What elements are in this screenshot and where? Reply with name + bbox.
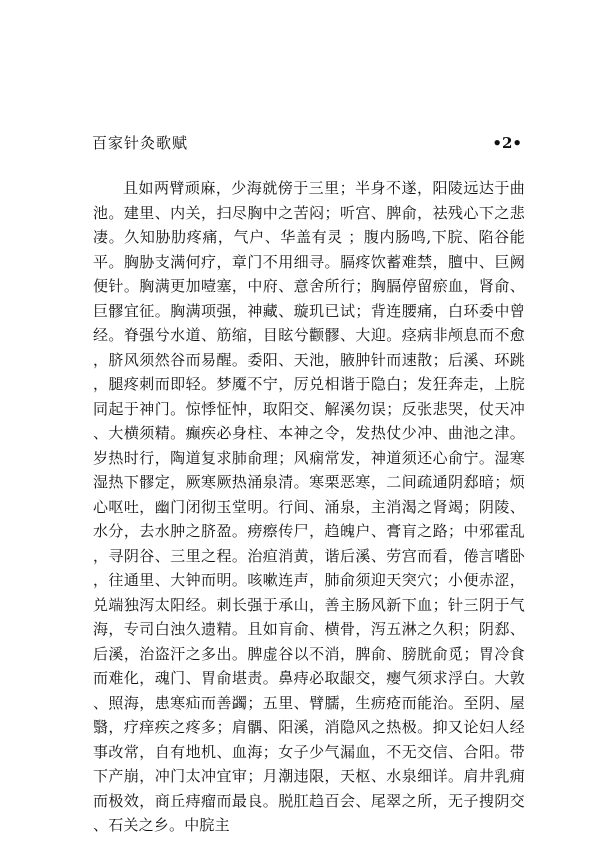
body-paragraph: 且如两臂顽麻，少海就傍于三里；半身不遂，阳陵远达于曲池。建里、内关，扫尽胸中之苦闷；听宫、脾俞，祛残心下之悲凄。久知胁肋疼痛，气户、华盖有灵 ；腹内肠鸣,下脘、陷谷能平。胸胁支满何疗，章门不用细寻。膈疼饮蓄难禁，膻中、巨阙便针。胸满更加噎塞，中府、意舍所行；胸膈停留瘀血，肾俞、巨髎宜征。胸满项强，神藏、璇玑已试；背连腰痛，白环委中曾经。脊强兮水道、筋缩，目眩兮颧髎、大迎。痉病非颅息而不愈，脐风须然谷而易醒。委阳、天池，腋肿针而速散；后溪、环跳，腿疼刺而即轻。梦魇不宁，厉兑相谐于隐白；发狂奔走，上脘同起于神门。惊悸怔忡，取阳交、解溪勿误；反张悲哭，仗天冲、大横须精。癫疾必身柱、本神之令，发热仗少冲、曲池之津。岁热时行，陶道复求肺俞理；风痫常发，神道须还心俞宁。湿寒湿热下髎定，厥寒厥热涌泉清。寒栗恶寒，二间疏通阴郄暗；烦心呕吐，幽门闭彻玉堂明。行间、涌泉，主消渴之肾竭；阴陵、水分，去水肿之脐盈。痨瘵传尸，趋魄户、膏肓之路；中邪霍乱，寻阴谷、三里之程。治疸消黄，谐后溪、劳宫而看，倦言嗜卧，往通里、大钟而明。咳嗽连声，肺俞须迎天突穴；小便赤涩，兑端独泻太阳经。刺长强于承山，善主肠风新下血；针三阴于气海，专司白浊久遗精。且如肓俞、横骨，泻五淋之久积；阴郄、后溪，治盗汗之多出。脾虚谷以不消，脾俞、膀胱俞觅；胃冷食而难化，魂门、胃俞堪责。鼻痔必取龈交，瘿气须求浮白。大敦、照海，患寒疝而善蠲；五里、臂臑，生疬疮而能治。至阴、屋翳，疗痒疾之疼多；肩髃、阳溪，消隐风之热极。抑又论妇人经事改常，自有地机、血海；女子少气漏血，不无交信、合阳。带下产崩，冲门太冲宜审；月潮违限，天枢、水泉细详。肩井乳痈而极效，商丘痔瘤而最良。脱肛趋百会、尾翠之所，无子搜阴交、石关之乡。中脘主 (93, 179, 525, 834)
page-header (92, 132, 522, 154)
running-title: 百家针灸歌赋 (92, 134, 189, 152)
page-number: •2• (492, 134, 522, 152)
